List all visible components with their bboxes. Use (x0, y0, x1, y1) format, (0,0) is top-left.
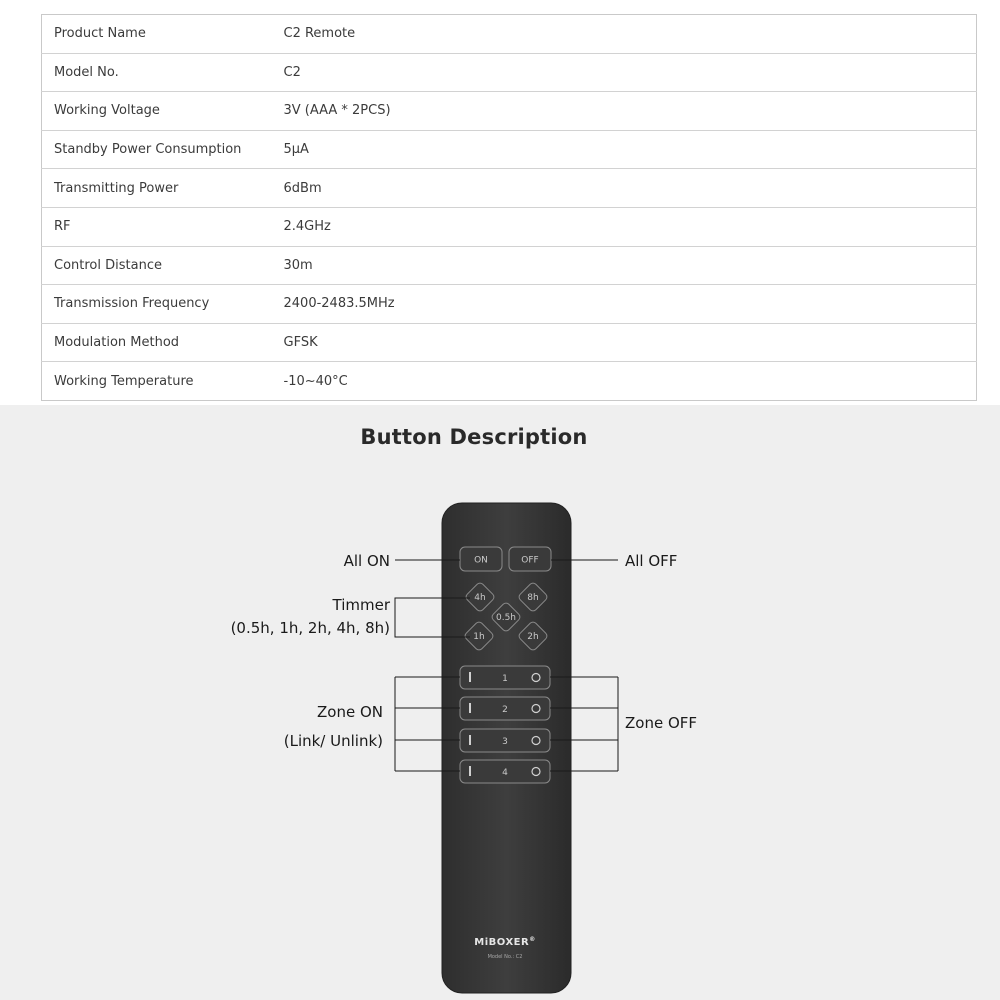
spec-label: Product Name (54, 26, 146, 42)
timer-2h-label: 2h (527, 632, 539, 642)
timer-4h-label: 4h (474, 593, 486, 603)
zone-on-icon (469, 672, 471, 682)
zone-3-label: 3 (502, 737, 508, 747)
zone-on-icon (469, 703, 471, 713)
zone-on-icon (469, 766, 471, 776)
timer-8h-label: 8h (527, 593, 539, 603)
zone-1-label: 1 (502, 674, 508, 684)
spec-value: C2 Remote (283, 26, 356, 42)
spec-label: Modulation Method (42, 323, 272, 362)
spec-label: RF (42, 207, 272, 246)
zone-1-button[interactable] (460, 666, 550, 689)
label-all-on: All ON (343, 552, 390, 570)
label-timer: Timmer (332, 596, 390, 614)
spec-value: 3V (AAA * 2PCS) (272, 92, 977, 131)
off-button[interactable] (509, 547, 551, 571)
zone-2-button[interactable] (460, 697, 550, 720)
label-timer-options: (0.5h, 1h, 2h, 4h, 8h) (230, 619, 390, 637)
label-zone-off: Zone OFF (625, 714, 698, 732)
spec-label: Standby Power Consumption (42, 130, 272, 169)
spec-label: Model No. (42, 53, 272, 92)
spec-value: 5μA (272, 130, 977, 169)
spec-label: Transmission Frequency (42, 285, 272, 324)
spec-value: 2.4GHz (272, 207, 977, 246)
on-button[interactable] (460, 547, 502, 571)
section-title: Button Description (360, 425, 588, 449)
zone-2-label: 2 (502, 705, 508, 715)
spec-label: Working Voltage (42, 92, 272, 131)
zone-4-button[interactable] (460, 760, 550, 783)
spec-label: Transmitting Power (42, 169, 272, 208)
label-link-unlink: (Link/ Unlink) (283, 732, 383, 750)
spec-value: 2400-2483.5MHz (272, 285, 977, 324)
spec-label: Working Temperature (42, 362, 272, 401)
zone-on-icon (469, 735, 471, 745)
spec-value: -10~40°C (272, 362, 977, 401)
model-text: Model No.: C2 (487, 954, 523, 960)
zone-3-button[interactable] (460, 729, 550, 752)
brand-logo: MiBOXER® (474, 936, 536, 948)
label-all-off: All OFF (625, 552, 678, 570)
spec-value: GFSK (272, 323, 977, 362)
zone-4-label: 4 (502, 768, 508, 778)
spec-value: 30m (272, 246, 977, 285)
timer-0.5h-label: 0.5h (495, 613, 517, 623)
spec-value: C2 (272, 53, 977, 92)
label-zone-on: Zone ON (317, 703, 383, 721)
off-button-label: OFF (521, 555, 539, 566)
spec-value: 6dBm (272, 169, 977, 208)
timer-1h-label: 1h (473, 632, 485, 642)
spec-label: Control Distance (42, 246, 272, 285)
on-button-label: ON (474, 555, 488, 566)
